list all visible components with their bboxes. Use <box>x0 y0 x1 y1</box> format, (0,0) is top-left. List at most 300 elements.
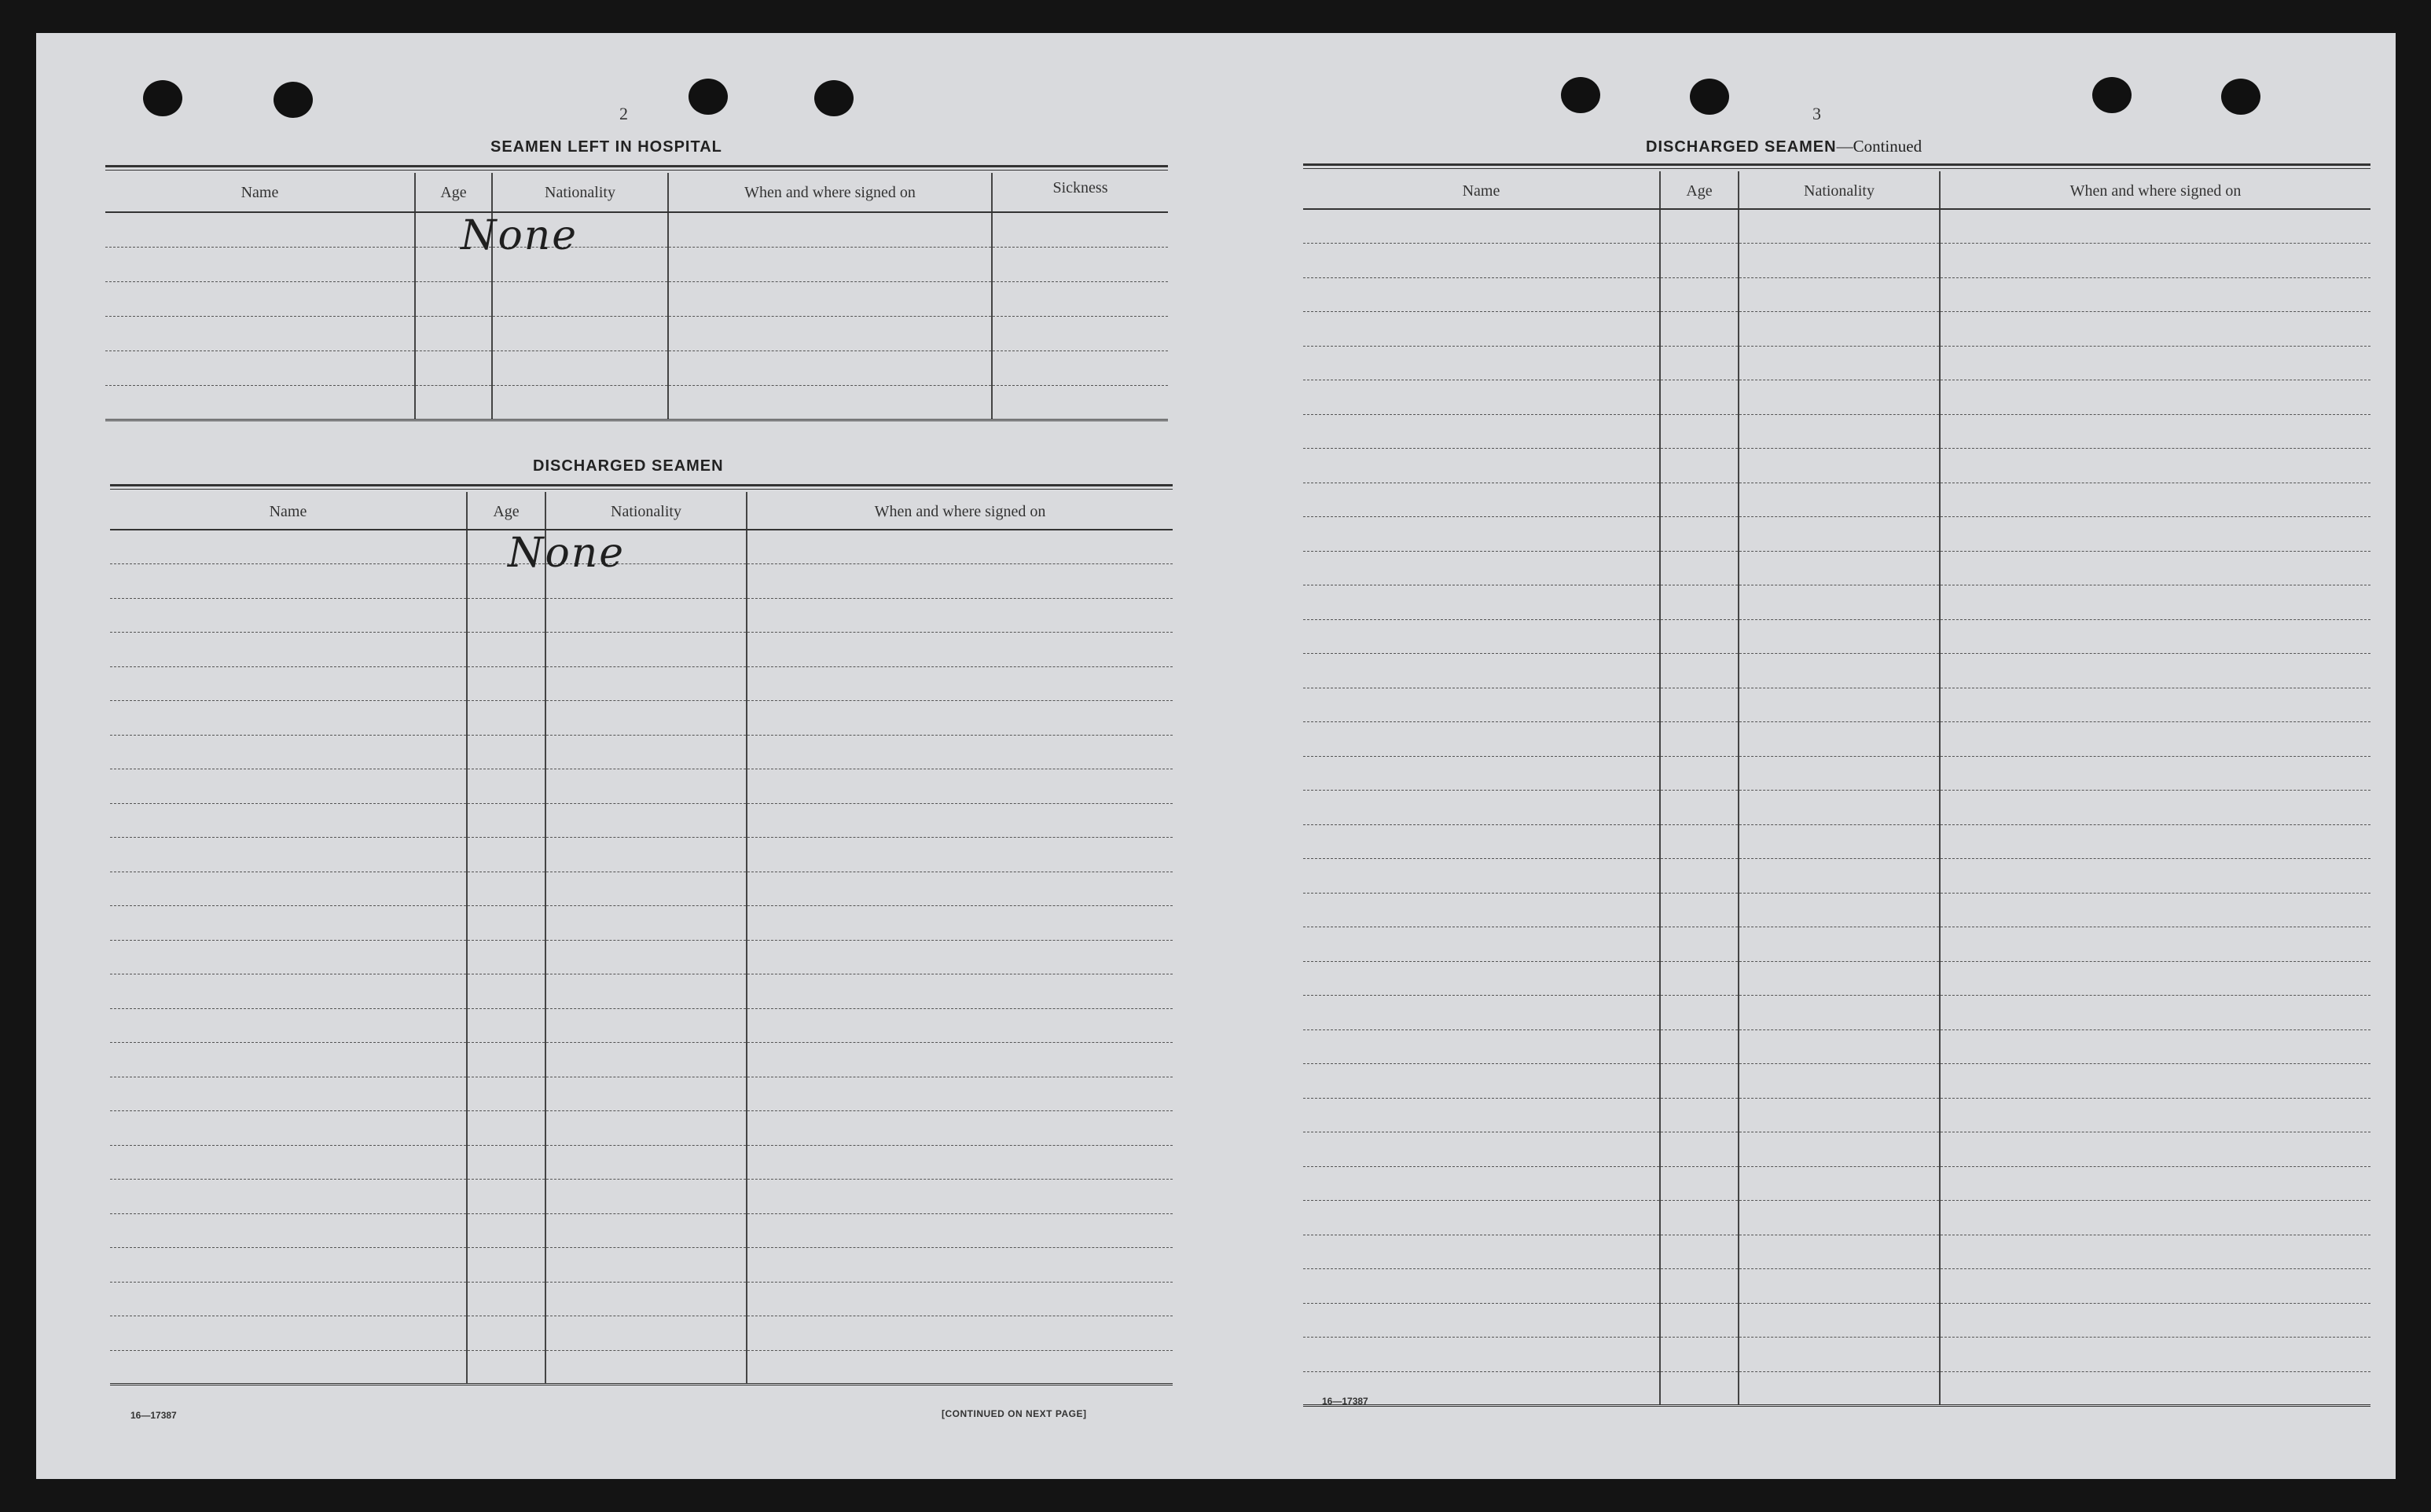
table-row <box>110 735 1173 769</box>
table-cell <box>467 1043 545 1077</box>
table-cell <box>1940 1338 2370 1372</box>
hospital-top-rule <box>105 165 1168 167</box>
table-cell <box>1660 893 1739 927</box>
table-row <box>1303 927 2370 962</box>
table-cell <box>1660 654 1739 688</box>
table-cell <box>1739 1303 1940 1338</box>
table-row <box>110 633 1173 667</box>
table-row <box>1303 585 2370 620</box>
punch-hole <box>274 82 313 118</box>
hospital-col-nationality: Nationality <box>492 173 668 212</box>
table-cell <box>1940 756 2370 791</box>
table-cell <box>1940 380 2370 415</box>
table-cell <box>467 838 545 872</box>
table-cell <box>1303 1235 1660 1269</box>
table-row <box>110 1248 1173 1283</box>
table-cell <box>467 974 545 1009</box>
table-cell <box>1739 654 1940 688</box>
table-cell <box>1739 209 1940 244</box>
table-cell <box>1303 244 1660 278</box>
table-row <box>1303 1269 2370 1304</box>
table-cell <box>1739 517 1940 552</box>
table-row <box>105 247 1168 281</box>
table-cell <box>1660 1303 1739 1338</box>
table-cell <box>1660 996 1739 1030</box>
table-cell <box>1739 1235 1940 1269</box>
table-cell <box>747 1180 1173 1214</box>
table-row <box>1303 722 2370 757</box>
table-cell <box>1660 1064 1739 1099</box>
table-cell <box>1660 1338 1739 1372</box>
discharged-col-age: Age <box>467 492 545 530</box>
table-row <box>1303 1338 2370 1372</box>
table-cell <box>1303 517 1660 552</box>
table-cell <box>467 906 545 941</box>
table-cell <box>1660 927 1739 962</box>
table-row <box>1303 517 2370 552</box>
table-cell <box>1940 1166 2370 1201</box>
punch-hole <box>1561 77 1600 113</box>
table-cell <box>1739 756 1940 791</box>
table-cell <box>467 633 545 667</box>
table-cell <box>1739 414 1940 449</box>
table-cell <box>110 803 467 838</box>
table-row <box>1303 1303 2370 1338</box>
table-cell <box>1303 824 1660 859</box>
table-cell <box>1739 1201 1940 1235</box>
table-row <box>110 1316 1173 1351</box>
discharged-handwritten-entry: None <box>508 530 626 577</box>
discharged-continued-title-suffix: —Continued <box>1836 137 1922 156</box>
table-cell <box>747 1282 1173 1316</box>
table-cell <box>1739 722 1940 757</box>
hospital-col-sickness: Sickness <box>992 173 1168 212</box>
table-cell <box>467 1213 545 1248</box>
table-cell <box>110 598 467 633</box>
table-cell <box>1940 893 2370 927</box>
table-cell <box>747 1043 1173 1077</box>
table-cell <box>1940 791 2370 825</box>
table-cell <box>545 1282 747 1316</box>
table-cell <box>1303 996 1660 1030</box>
table-cell <box>1303 961 1660 996</box>
table-cell <box>747 633 1173 667</box>
hospital-section-title: SEAMEN LEFT IN HOSPITAL <box>490 138 722 156</box>
table-cell <box>1303 312 1660 347</box>
table-cell <box>747 1111 1173 1146</box>
table-row <box>105 385 1168 420</box>
table-cell <box>1303 1064 1660 1099</box>
discharged-section-title: DISCHARGED SEAMEN <box>533 457 724 475</box>
table-cell <box>1940 517 2370 552</box>
punch-hole <box>1690 79 1729 115</box>
table-cell <box>110 1350 467 1385</box>
table-cell <box>1940 996 2370 1030</box>
table-cell <box>747 1248 1173 1283</box>
table-cell <box>110 701 467 736</box>
table-cell <box>467 666 545 701</box>
table-row <box>1303 1235 2370 1269</box>
table-cell <box>545 838 747 872</box>
table-cell <box>1303 927 1660 962</box>
table-cell <box>467 1282 545 1316</box>
table-cell <box>110 974 467 1009</box>
table-cell <box>1739 483 1940 517</box>
table-cell <box>110 1077 467 1111</box>
table-cell <box>1303 209 1660 244</box>
table-row <box>105 316 1168 350</box>
table-cell <box>1660 277 1739 312</box>
table-cell <box>467 940 545 974</box>
table-cell <box>545 1316 747 1351</box>
table-cell <box>1303 585 1660 620</box>
table-cell <box>1940 688 2370 722</box>
table-cell <box>545 701 747 736</box>
right-top-rule <box>1303 163 2370 166</box>
punch-hole <box>689 79 728 115</box>
table-cell <box>1660 1029 1739 1064</box>
table-cell <box>747 1077 1173 1111</box>
table-cell <box>110 1008 467 1043</box>
table-cell <box>1739 585 1940 620</box>
table-cell <box>747 735 1173 769</box>
table-row <box>1303 483 2370 517</box>
table-cell <box>1303 551 1660 585</box>
table-cell <box>1739 1098 1940 1132</box>
table-row <box>1303 791 2370 825</box>
table-cell <box>1660 961 1739 996</box>
punch-hole <box>814 80 854 116</box>
table-cell <box>1739 244 1940 278</box>
table-cell <box>1303 722 1660 757</box>
table-cell <box>545 1077 747 1111</box>
table-cell <box>1660 414 1739 449</box>
table-row <box>110 1180 1173 1214</box>
table-cell <box>110 769 467 804</box>
table-cell <box>1303 483 1660 517</box>
page-number-left: 2 <box>619 104 628 123</box>
table-cell <box>1940 619 2370 654</box>
table-cell <box>545 666 747 701</box>
table-cell <box>545 769 747 804</box>
table-cell <box>545 735 747 769</box>
table-cell <box>1940 551 2370 585</box>
table-cell <box>110 530 467 564</box>
table-cell <box>1660 449 1739 483</box>
right-top-rule-inner <box>1303 168 2370 169</box>
hospital-top-rule-inner <box>105 170 1168 171</box>
table-cell <box>1660 209 1739 244</box>
table-cell <box>467 1111 545 1146</box>
table-cell <box>1739 619 1940 654</box>
table-cell <box>545 1145 747 1180</box>
right-col-name: Name <box>1303 171 1660 209</box>
table-cell <box>1940 585 2370 620</box>
hospital-col-age: Age <box>415 173 492 212</box>
table-cell <box>747 769 1173 804</box>
table-cell <box>1303 791 1660 825</box>
table-cell <box>110 735 467 769</box>
table-row <box>110 564 1173 599</box>
table-cell <box>1940 1132 2370 1167</box>
table-cell <box>747 598 1173 633</box>
table-cell <box>747 906 1173 941</box>
table-cell <box>1940 1235 2370 1269</box>
table-cell <box>1940 824 2370 859</box>
table-cell <box>1739 1064 1940 1099</box>
table-cell <box>1739 551 1940 585</box>
table-row <box>1303 859 2370 894</box>
table-cell <box>1739 312 1940 347</box>
table-cell <box>1303 277 1660 312</box>
table-cell <box>110 1145 467 1180</box>
right-col-nationality: Nationality <box>1739 171 1940 209</box>
table-cell <box>467 769 545 804</box>
table-cell <box>110 633 467 667</box>
table-cell <box>1739 961 1940 996</box>
table-cell <box>467 598 545 633</box>
table-cell <box>1940 449 2370 483</box>
table-cell <box>1739 791 1940 825</box>
table-cell <box>1940 244 2370 278</box>
discharged-col-name: Name <box>110 492 467 530</box>
table-cell <box>1940 346 2370 380</box>
table-row <box>1303 449 2370 483</box>
table-cell <box>1940 1303 2370 1338</box>
table-cell <box>1739 277 1940 312</box>
punch-hole <box>2221 79 2260 115</box>
continued-note: [CONTINUED ON NEXT PAGE] <box>942 1408 1087 1419</box>
table-cell <box>467 735 545 769</box>
table-cell <box>1660 1371 1739 1406</box>
table-row <box>1303 414 2370 449</box>
table-cell <box>747 1008 1173 1043</box>
table-cell <box>1940 312 2370 347</box>
table-cell <box>1660 756 1739 791</box>
table-cell <box>545 1111 747 1146</box>
table-cell <box>747 1145 1173 1180</box>
discharged-table-left <box>110 492 1173 1385</box>
table-row <box>1303 380 2370 415</box>
table-cell <box>545 803 747 838</box>
table-row <box>110 1145 1173 1180</box>
table-cell <box>1660 380 1739 415</box>
table-cell <box>1660 1098 1739 1132</box>
table-cell <box>1303 893 1660 927</box>
table-cell <box>1739 688 1940 722</box>
table-cell <box>545 906 747 941</box>
table-cell <box>1940 654 2370 688</box>
table-cell <box>1660 483 1739 517</box>
table-cell <box>1303 756 1660 791</box>
table-cell <box>545 1248 747 1283</box>
table-cell <box>1660 244 1739 278</box>
table-cell <box>467 1316 545 1351</box>
table-cell <box>110 666 467 701</box>
table-cell <box>747 530 1173 564</box>
table-row <box>110 1043 1173 1077</box>
table-row <box>105 350 1168 385</box>
table-cell <box>1739 893 1940 927</box>
table-row <box>1303 1098 2370 1132</box>
hospital-col-name: Name <box>105 173 415 212</box>
punch-hole <box>2092 77 2132 113</box>
table-cell <box>467 872 545 906</box>
table-cell <box>467 1077 545 1111</box>
table-cell <box>1303 1303 1660 1338</box>
table-row <box>1303 1371 2370 1406</box>
table-cell <box>1660 346 1739 380</box>
table-cell <box>110 564 467 599</box>
table-cell <box>1940 1201 2370 1235</box>
table-row <box>1303 756 2370 791</box>
table-row <box>1303 1029 2370 1064</box>
table-cell <box>1940 1371 2370 1406</box>
table-cell <box>747 974 1173 1009</box>
table-cell <box>467 1350 545 1385</box>
table-row <box>110 940 1173 974</box>
document-paper <box>36 33 2396 1479</box>
table-cell <box>467 701 545 736</box>
table-cell <box>1940 1098 2370 1132</box>
table-cell <box>1940 483 2370 517</box>
table-cell <box>1660 722 1739 757</box>
table-row <box>110 530 1173 564</box>
table-cell <box>110 1180 467 1214</box>
table-cell <box>467 1145 545 1180</box>
discharged-table-right <box>1303 171 2370 1407</box>
table-cell <box>1940 722 2370 757</box>
table-row <box>110 769 1173 804</box>
table-cell <box>1303 1201 1660 1235</box>
table-cell <box>747 564 1173 599</box>
table-cell <box>1303 859 1660 894</box>
table-row <box>1303 654 2370 688</box>
table-cell <box>1303 1269 1660 1304</box>
table-row <box>110 1350 1173 1385</box>
table-cell <box>110 1248 467 1283</box>
table-row <box>110 1008 1173 1043</box>
table-row <box>1303 312 2370 347</box>
table-cell <box>747 803 1173 838</box>
table-cell <box>747 666 1173 701</box>
discharged-col-nationality: Nationality <box>545 492 747 530</box>
table-row <box>110 1282 1173 1316</box>
table-cell <box>1303 1132 1660 1167</box>
table-row <box>1303 619 2370 654</box>
table-cell <box>1739 1269 1940 1304</box>
table-row <box>1303 688 2370 722</box>
table-row <box>1303 961 2370 996</box>
discharged-top-rule-inner <box>110 489 1173 490</box>
table-cell <box>1660 1132 1739 1167</box>
table-row <box>110 872 1173 906</box>
table-cell <box>1303 654 1660 688</box>
table-row <box>1303 1132 2370 1167</box>
table-row <box>110 1111 1173 1146</box>
table-cell <box>1940 277 2370 312</box>
table-cell <box>1739 1132 1940 1167</box>
table-cell <box>1739 1166 1940 1201</box>
form-number-right: 16—17387 <box>1322 1396 1368 1407</box>
table-cell <box>1660 1201 1739 1235</box>
table-cell <box>1940 927 2370 962</box>
table-cell <box>1303 688 1660 722</box>
table-row <box>110 1213 1173 1248</box>
table-cell <box>545 1043 747 1077</box>
table-cell <box>1739 927 1940 962</box>
table-cell <box>110 872 467 906</box>
table-cell <box>1303 414 1660 449</box>
table-cell <box>747 1316 1173 1351</box>
right-col-age: Age <box>1660 171 1739 209</box>
table-cell <box>1739 859 1940 894</box>
discharged-continued-title <box>1646 137 1922 156</box>
table-row <box>1303 996 2370 1030</box>
table-cell <box>545 598 747 633</box>
table-row <box>1303 346 2370 380</box>
table-cell <box>1739 1029 1940 1064</box>
table-cell <box>1739 824 1940 859</box>
table-cell <box>747 872 1173 906</box>
table-cell <box>545 1180 747 1214</box>
table-cell <box>1660 551 1739 585</box>
table-cell <box>1303 1338 1660 1372</box>
table-cell <box>545 1008 747 1043</box>
table-cell <box>1739 346 1940 380</box>
table-cell <box>545 974 747 1009</box>
table-cell <box>1660 824 1739 859</box>
table-cell <box>1660 688 1739 722</box>
table-cell <box>1660 859 1739 894</box>
table-cell <box>1940 414 2370 449</box>
table-row <box>105 212 1168 247</box>
table-row <box>105 281 1168 316</box>
table-row <box>110 974 1173 1009</box>
table-row <box>1303 551 2370 585</box>
hospital-handwritten-entry: None <box>461 212 578 259</box>
table-cell <box>747 1213 1173 1248</box>
table-cell <box>110 1111 467 1146</box>
table-cell <box>110 1043 467 1077</box>
table-cell <box>467 1180 545 1214</box>
table-cell <box>1303 449 1660 483</box>
table-cell <box>747 838 1173 872</box>
page-number-right: 3 <box>1812 104 1821 123</box>
table-cell <box>467 1248 545 1283</box>
table-row <box>110 598 1173 633</box>
table-cell <box>747 940 1173 974</box>
table-cell <box>1303 380 1660 415</box>
table-cell <box>1660 619 1739 654</box>
table-cell <box>545 872 747 906</box>
table-cell <box>545 1350 747 1385</box>
table-cell <box>1940 859 2370 894</box>
punch-hole <box>143 80 182 116</box>
table-cell <box>1303 346 1660 380</box>
table-cell <box>1660 1235 1739 1269</box>
table-row <box>110 666 1173 701</box>
hospital-col-signed-on: When and where signed on <box>668 173 992 212</box>
hospital-table <box>105 173 1168 421</box>
table-cell <box>1303 619 1660 654</box>
table-cell <box>1660 791 1739 825</box>
table-cell <box>110 1213 467 1248</box>
table-row <box>1303 824 2370 859</box>
discharged-top-rule <box>110 484 1173 486</box>
table-cell <box>1739 380 1940 415</box>
table-cell <box>467 1008 545 1043</box>
